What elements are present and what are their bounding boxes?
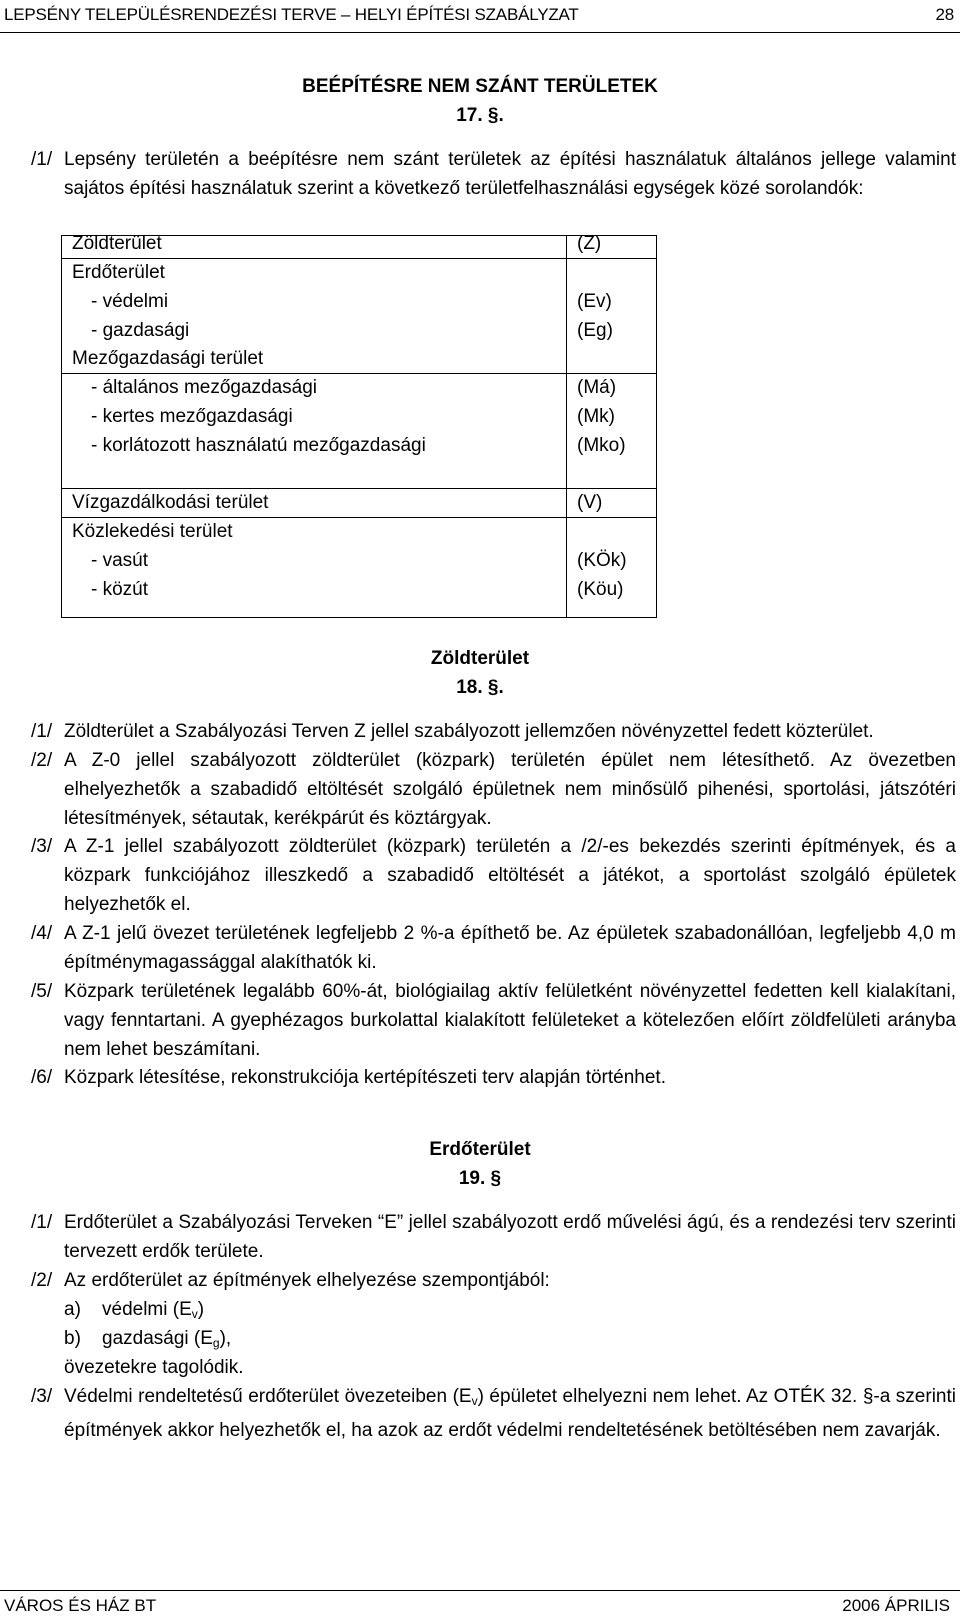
section-19-title: Erdőterület <box>429 1139 531 1160</box>
category-name: Mezőgazdasági terület <box>72 348 264 369</box>
category-name: Erdőterület <box>72 262 165 283</box>
paragraph-text: Az erdőterület az építmények elhelyezése szempontjából: <box>64 1270 550 1291</box>
paragraph-number: /4/ <box>31 923 53 944</box>
category-name: - közút <box>91 579 149 600</box>
paragraph-number: /1/ <box>31 1212 53 1233</box>
paragraph-text: A Z-1 jellel szabályozott zöldterület (közpark) területén a /2/-es bekezdés szerinti építmények, és a közpark funkciójához illeszkedő a szabadidő eltöltését a játékot, a sportolást szolgáló épületek helyezhetők el. <box>64 836 956 915</box>
list-item-text-end: ) <box>197 1299 205 1320</box>
paragraph-text: Közpark létesítése, rekonstrukciója kertépítészeti terv alapján történhet. <box>64 1067 666 1088</box>
table-divider <box>566 236 567 617</box>
category-code: (Ev) <box>577 291 612 312</box>
subscript: v <box>191 1307 198 1321</box>
category-name: - kertes mezőgazdasági <box>91 406 293 427</box>
category-name: - korlátozott használatú mezőgazdasági <box>91 435 426 456</box>
paragraph-text: Lepsény területén a beépítésre nem szánt területek az építési használatuk általános jellege valamint sajátos építési használatuk szerint a következő területfelhasználási egységek közé sorolandók: <box>64 149 956 199</box>
paragraph-text: A Z-0 jellel szabályozott zöldterület (közpark) területén épület nem létesíthető. Az övezetben elhelyezhetők a szabadidő eltöltését szolgáló épületnek nem minősülő pihenési, sportolási, játszótéri létesítmények, sétautak, kerékpárút és köztárgyak. <box>64 750 956 829</box>
section-18-number: 18. §. <box>456 677 504 698</box>
paragraph-number: /2/ <box>31 1270 53 1291</box>
list-item-text: védelmi (E <box>102 1299 192 1320</box>
category-code: (Mk) <box>577 406 615 427</box>
category-name: Vízgazdálkodási terület <box>72 492 269 513</box>
paragraph-number: /2/ <box>31 750 53 771</box>
header-title: LEPSÉNY TELEPÜLÉSRENDEZÉSI TERVE – HELYI ÉPÍTÉSI SZABÁLYZAT <box>4 5 579 24</box>
paragraph-text <box>64 1382 956 1445</box>
paragraph-number: /1/ <box>31 721 53 742</box>
section-17-title: BEÉPÍTÉSRE NEM SZÁNT TERÜLETEK <box>302 76 658 97</box>
category-name: Zöldterület <box>72 233 162 254</box>
category-code: (Mko) <box>577 435 626 456</box>
paragraph-text: Zöldterület a Szabályozási Terven Z jellel szabályozott jellemzően növényzettel fedett közterület. <box>64 721 874 742</box>
category-code: (V) <box>577 492 603 513</box>
category-code: (Köu) <box>577 579 624 600</box>
category-name: - általános mezőgazdasági <box>91 377 318 398</box>
paragraph-number: /3/ <box>31 836 53 857</box>
list-item-label: b) <box>64 1328 81 1349</box>
page-footer <box>0 1590 960 1618</box>
paragraph-number: /5/ <box>31 981 53 1002</box>
paragraph-text: A Z-1 jelű övezet területének legfeljebb 2 %-a építhető be. Az épületek szabadonállóan, legfeljebb 4,0 m építménymagassággal alakíthatók ki. <box>64 923 956 973</box>
section-19-number: 19. § <box>458 1168 502 1189</box>
category-code: (KÖk) <box>577 550 627 571</box>
category-name: Közlekedési terület <box>72 521 233 542</box>
section-18-title: Zöldterület <box>430 648 530 669</box>
list-closing: övezetekre tagolódik. <box>64 1357 244 1378</box>
footer-company: VÁROS ÉS HÁZ BT <box>4 1596 157 1615</box>
category-code: (Eg) <box>577 320 613 341</box>
category-name: - vasút <box>91 550 149 571</box>
subscript: g <box>212 1336 220 1350</box>
section-17-number: 17. §. <box>456 105 504 126</box>
paragraph-text-end: ) épületet elhelyezni nem lehet. Az OTÉK 32. §-a szerinti építmények akkor helyezhetők el, ha azok az erdőt védelmi rendeltetésének betöltésében nem zavarják. <box>64 1386 956 1441</box>
page-header <box>0 0 960 33</box>
land-use-category-table <box>61 235 657 618</box>
paragraph-number: /3/ <box>31 1386 53 1407</box>
category-name: - gazdasági <box>91 320 190 341</box>
category-code: (Z) <box>577 233 602 254</box>
paragraph-number: /6/ <box>31 1067 53 1088</box>
category-code: (Má) <box>577 377 617 398</box>
paragraph-text-start: Védelmi rendeltetésű erdőterület övezeteiben (E <box>64 1386 472 1407</box>
subscript: v <box>471 1394 478 1408</box>
paragraph-text: Erdőterület a Szabályozási Terveken “E” jellel szabályozott erdő művelési ágú, és a rendezési terv szerinti tervezett erdők területe. <box>64 1212 956 1262</box>
paragraph-number: /1/ <box>31 149 53 170</box>
list-item-text: gazdasági (E <box>102 1328 213 1349</box>
list-item-label: a) <box>64 1299 81 1320</box>
list-item-text-end: ), <box>219 1328 232 1349</box>
page-number: 28 <box>935 5 954 24</box>
paragraph-text: Közpark területének legalább 60%-át, biológiailag aktív felületként növényzettel fedetten kell kialakítani, vagy fenntartani. A gyephézagos burkolattal kialakított felületeket a kötelezően előírt zöldfelületi arányba nem lehet beszámítani. <box>64 981 956 1060</box>
footer-date: 2006 ÁPRILIS <box>842 1596 950 1615</box>
category-name: - védelmi <box>91 291 169 312</box>
